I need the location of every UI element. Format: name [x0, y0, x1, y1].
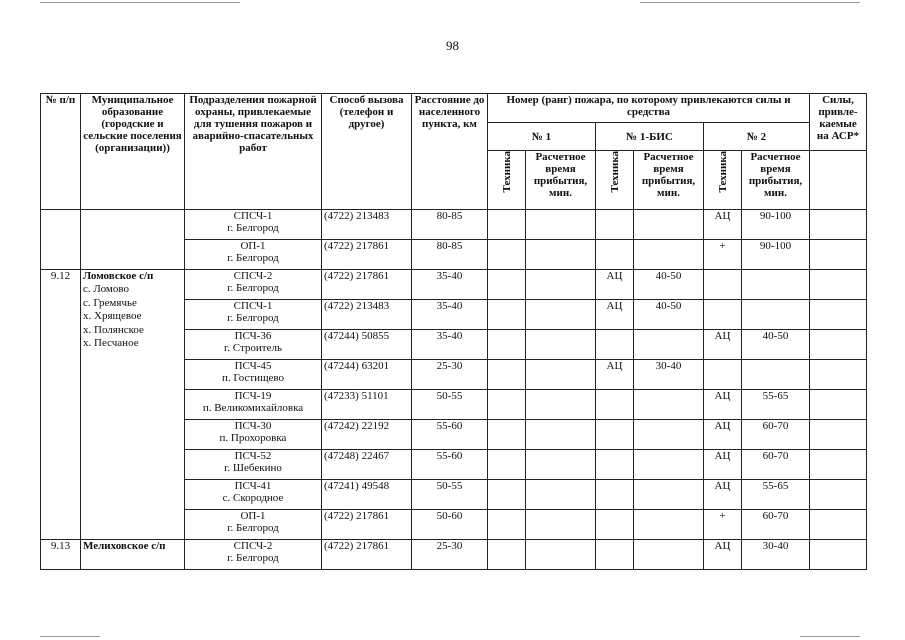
distance-cell: 80-85	[412, 210, 488, 240]
fire-unit-cell	[185, 420, 322, 450]
fire-unit-location: г. Белгород	[227, 252, 279, 264]
technique-1-cell	[488, 480, 526, 510]
fire-forces-table	[40, 93, 867, 570]
header-time-1: Расчетное время прибытия, мин.	[526, 151, 596, 210]
time-2-cell: 55-65	[742, 390, 810, 420]
technique-2-cell: +	[704, 510, 742, 540]
distance-cell: 50-60	[412, 510, 488, 540]
technique-2-cell: АЦ	[704, 420, 742, 450]
time-2-cell: 40-50	[742, 330, 810, 360]
time-2-cell	[742, 360, 810, 390]
technique-1-cell	[488, 210, 526, 240]
technique-1bis-cell	[596, 480, 634, 510]
technique-1-cell	[488, 420, 526, 450]
table-row	[41, 270, 867, 300]
technique-1bis-cell: АЦ	[596, 270, 634, 300]
fire-unit-location: г. Шебекино	[224, 462, 282, 474]
distance-cell: 35-40	[412, 270, 488, 300]
time-1-cell	[526, 210, 596, 240]
technique-1bis-cell	[596, 420, 634, 450]
fire-unit-location: п. Великомихайловка	[202, 402, 304, 414]
time-1bis-cell	[634, 330, 704, 360]
time-2-cell: 90-100	[742, 240, 810, 270]
fire-unit-cell	[185, 210, 322, 240]
header-technique-1: Техника	[488, 151, 526, 210]
municipality-cell	[81, 270, 185, 540]
fire-unit-location: п. Гостищево	[221, 372, 285, 384]
header-technique-1bis: Техника	[596, 151, 634, 210]
time-1bis-cell	[634, 390, 704, 420]
technique-1bis-cell	[596, 210, 634, 240]
scan-edge-line	[800, 636, 860, 637]
time-2-cell: 90-100	[742, 210, 810, 240]
technique-1-cell	[488, 540, 526, 570]
fire-unit-name: ПСЧ-41	[234, 480, 272, 492]
technique-2-cell	[704, 270, 742, 300]
fire-unit-cell	[185, 480, 322, 510]
row-number: 9.12	[41, 270, 81, 540]
technique-2-cell: АЦ	[704, 540, 742, 570]
header-rank-1: № 1	[488, 123, 596, 151]
header-distance: Расстояние до населенного пункта, км	[412, 94, 488, 210]
header-time-1bis: Расчетное время прибытия, мин.	[634, 151, 704, 210]
table-body	[41, 210, 867, 570]
municipality-cell	[81, 210, 185, 270]
fire-unit-name: ОП-1	[240, 510, 266, 522]
header-fire-number: Номер (ранг) пожара, по которому привлекаются силы и средства	[488, 94, 810, 123]
distance-cell: 80-85	[412, 240, 488, 270]
distance-cell: 55-60	[412, 450, 488, 480]
table-row	[41, 210, 867, 240]
technique-1bis-cell	[596, 330, 634, 360]
time-1bis-cell	[634, 210, 704, 240]
fire-unit-name: СПСЧ-1	[233, 210, 273, 222]
time-1-cell	[526, 360, 596, 390]
technique-1-cell	[488, 450, 526, 480]
fire-unit-name: ПСЧ-45	[234, 360, 272, 372]
fire-unit-cell	[185, 450, 322, 480]
time-1bis-cell	[634, 510, 704, 540]
phone-cell: (4722) 217861	[322, 540, 412, 570]
technique-1bis-cell	[596, 540, 634, 570]
technique-1bis-cell: АЦ	[596, 300, 634, 330]
phone-cell: (47244) 50855	[322, 330, 412, 360]
header-municipal: Муниципальное образование (городские и сельские поселения (организации))	[81, 94, 185, 210]
technique-1bis-cell	[596, 390, 634, 420]
time-2-cell: 60-70	[742, 450, 810, 480]
fire-unit-cell	[185, 540, 322, 570]
header-call-method: Способ вызова (телефон и другое)	[322, 94, 412, 210]
time-1-cell	[526, 540, 596, 570]
municipality-title: Мелиховское с/п	[83, 540, 166, 552]
distance-cell: 25-30	[412, 540, 488, 570]
time-1bis-cell: 40-50	[634, 300, 704, 330]
fire-unit-location: г. Белгород	[227, 552, 279, 564]
asr-cell	[810, 210, 867, 240]
header-asr-blank	[810, 151, 867, 210]
row-number	[41, 210, 81, 270]
technique-2-cell: АЦ	[704, 450, 742, 480]
municipality-cell	[81, 540, 185, 570]
technique-1-cell	[488, 510, 526, 540]
settlement-name: с. Гремячье	[83, 296, 137, 309]
asr-cell	[810, 480, 867, 510]
distance-cell: 50-55	[412, 480, 488, 510]
header-rank-2: № 2	[704, 123, 810, 151]
fire-unit-location: с. Скородное	[222, 492, 284, 504]
fire-unit-name: ПСЧ-19	[234, 390, 272, 402]
time-2-cell: 60-70	[742, 510, 810, 540]
settlement-name: х. Хрящевое	[83, 310, 142, 323]
technique-2-cell: АЦ	[704, 330, 742, 360]
time-2-cell: 60-70	[742, 420, 810, 450]
distance-cell: 35-40	[412, 300, 488, 330]
technique-1bis-cell: АЦ	[596, 360, 634, 390]
technique-1bis-cell	[596, 450, 634, 480]
time-1bis-cell: 30-40	[634, 360, 704, 390]
time-2-cell	[742, 300, 810, 330]
time-1bis-cell	[634, 540, 704, 570]
technique-2-cell: АЦ	[704, 210, 742, 240]
settlement-name: х. Полянское	[83, 323, 144, 336]
phone-cell: (4722) 213483	[322, 210, 412, 240]
technique-2-cell: +	[704, 240, 742, 270]
phone-cell: (47241) 49548	[322, 480, 412, 510]
time-1bis-cell	[634, 480, 704, 510]
asr-cell	[810, 510, 867, 540]
fire-unit-name: СПСЧ-1	[233, 300, 273, 312]
header-units: Подразделения пожарной охраны, привлекаемые для тушения пожаров и аварийно-спасательных работ	[185, 94, 322, 210]
fire-unit-name: СПСЧ-2	[233, 540, 273, 552]
distance-cell: 35-40	[412, 330, 488, 360]
time-2-cell: 30-40	[742, 540, 810, 570]
fire-unit-cell	[185, 300, 322, 330]
time-1-cell	[526, 240, 596, 270]
technique-2-cell: АЦ	[704, 390, 742, 420]
asr-cell	[810, 270, 867, 300]
phone-cell: (47242) 22192	[322, 420, 412, 450]
time-1-cell	[526, 270, 596, 300]
phone-cell: (4722) 217861	[322, 510, 412, 540]
phone-cell: (47233) 51101	[322, 390, 412, 420]
fire-unit-location: г. Строитель	[224, 342, 282, 354]
fire-unit-name: СПСЧ-2	[233, 270, 273, 282]
time-1bis-cell	[634, 450, 704, 480]
technique-1-cell	[488, 390, 526, 420]
technique-1-cell	[488, 330, 526, 360]
phone-cell: (4722) 217861	[322, 240, 412, 270]
asr-cell	[810, 390, 867, 420]
header-technique-2: Техника	[704, 151, 742, 210]
time-1-cell	[526, 330, 596, 360]
header-num: № п/п	[41, 94, 81, 210]
phone-cell: (4722) 217861	[322, 270, 412, 300]
technique-2-cell	[704, 300, 742, 330]
technique-2-cell: АЦ	[704, 480, 742, 510]
scan-edge-line	[40, 2, 240, 3]
technique-1-cell	[488, 240, 526, 270]
asr-cell	[810, 540, 867, 570]
time-1-cell	[526, 450, 596, 480]
time-1-cell	[526, 510, 596, 540]
scan-edge-line	[640, 2, 860, 3]
settlement-name: с. Ломово	[83, 283, 129, 296]
technique-1bis-cell	[596, 240, 634, 270]
fire-unit-cell	[185, 390, 322, 420]
fire-unit-name: ОП-1	[240, 240, 266, 252]
technique-2-cell	[704, 360, 742, 390]
distance-cell: 55-60	[412, 420, 488, 450]
fire-unit-cell	[185, 360, 322, 390]
fire-unit-location: г. Белгород	[227, 222, 279, 234]
page-number: 98	[446, 38, 459, 53]
fire-unit-cell	[185, 240, 322, 270]
fire-unit-cell	[185, 330, 322, 360]
municipality-title: Ломовское с/п	[83, 270, 154, 282]
settlement-name: х. Песчаное	[83, 337, 139, 350]
phone-cell: (47248) 22467	[322, 450, 412, 480]
asr-cell	[810, 240, 867, 270]
phone-cell: (47244) 63201	[322, 360, 412, 390]
technique-1bis-cell	[596, 510, 634, 540]
fire-unit-cell	[185, 270, 322, 300]
scan-edge-line	[40, 636, 100, 637]
asr-cell	[810, 450, 867, 480]
time-1-cell	[526, 420, 596, 450]
time-1bis-cell	[634, 420, 704, 450]
asr-cell	[810, 360, 867, 390]
time-1bis-cell: 40-50	[634, 270, 704, 300]
time-1bis-cell	[634, 240, 704, 270]
fire-unit-name: ПСЧ-52	[234, 450, 272, 462]
fire-unit-location: г. Белгород	[227, 312, 279, 324]
phone-cell: (4722) 213483	[322, 300, 412, 330]
asr-cell	[810, 420, 867, 450]
time-1-cell	[526, 480, 596, 510]
fire-unit-name: ПСЧ-30	[234, 420, 272, 432]
asr-cell	[810, 330, 867, 360]
technique-1-cell	[488, 270, 526, 300]
time-2-cell: 55-65	[742, 480, 810, 510]
fire-unit-cell	[185, 510, 322, 540]
fire-unit-location: г. Белгород	[227, 522, 279, 534]
distance-cell: 25-30	[412, 360, 488, 390]
header-rank-1bis: № 1-БИС	[596, 123, 704, 151]
asr-cell	[810, 300, 867, 330]
technique-1-cell	[488, 300, 526, 330]
time-1-cell	[526, 390, 596, 420]
fire-unit-location: г. Белгород	[227, 282, 279, 294]
header-time-2: Расчетное время прибытия, мин.	[742, 151, 810, 210]
row-number: 9.13	[41, 540, 81, 570]
technique-1-cell	[488, 360, 526, 390]
time-2-cell	[742, 270, 810, 300]
header-asr: Силы, привле-каемые на АСР*	[810, 94, 867, 151]
fire-unit-location: п. Прохоровка	[219, 432, 287, 444]
time-1-cell	[526, 300, 596, 330]
table-row	[41, 540, 867, 570]
distance-cell: 50-55	[412, 390, 488, 420]
fire-unit-name: ПСЧ-36	[234, 330, 272, 342]
